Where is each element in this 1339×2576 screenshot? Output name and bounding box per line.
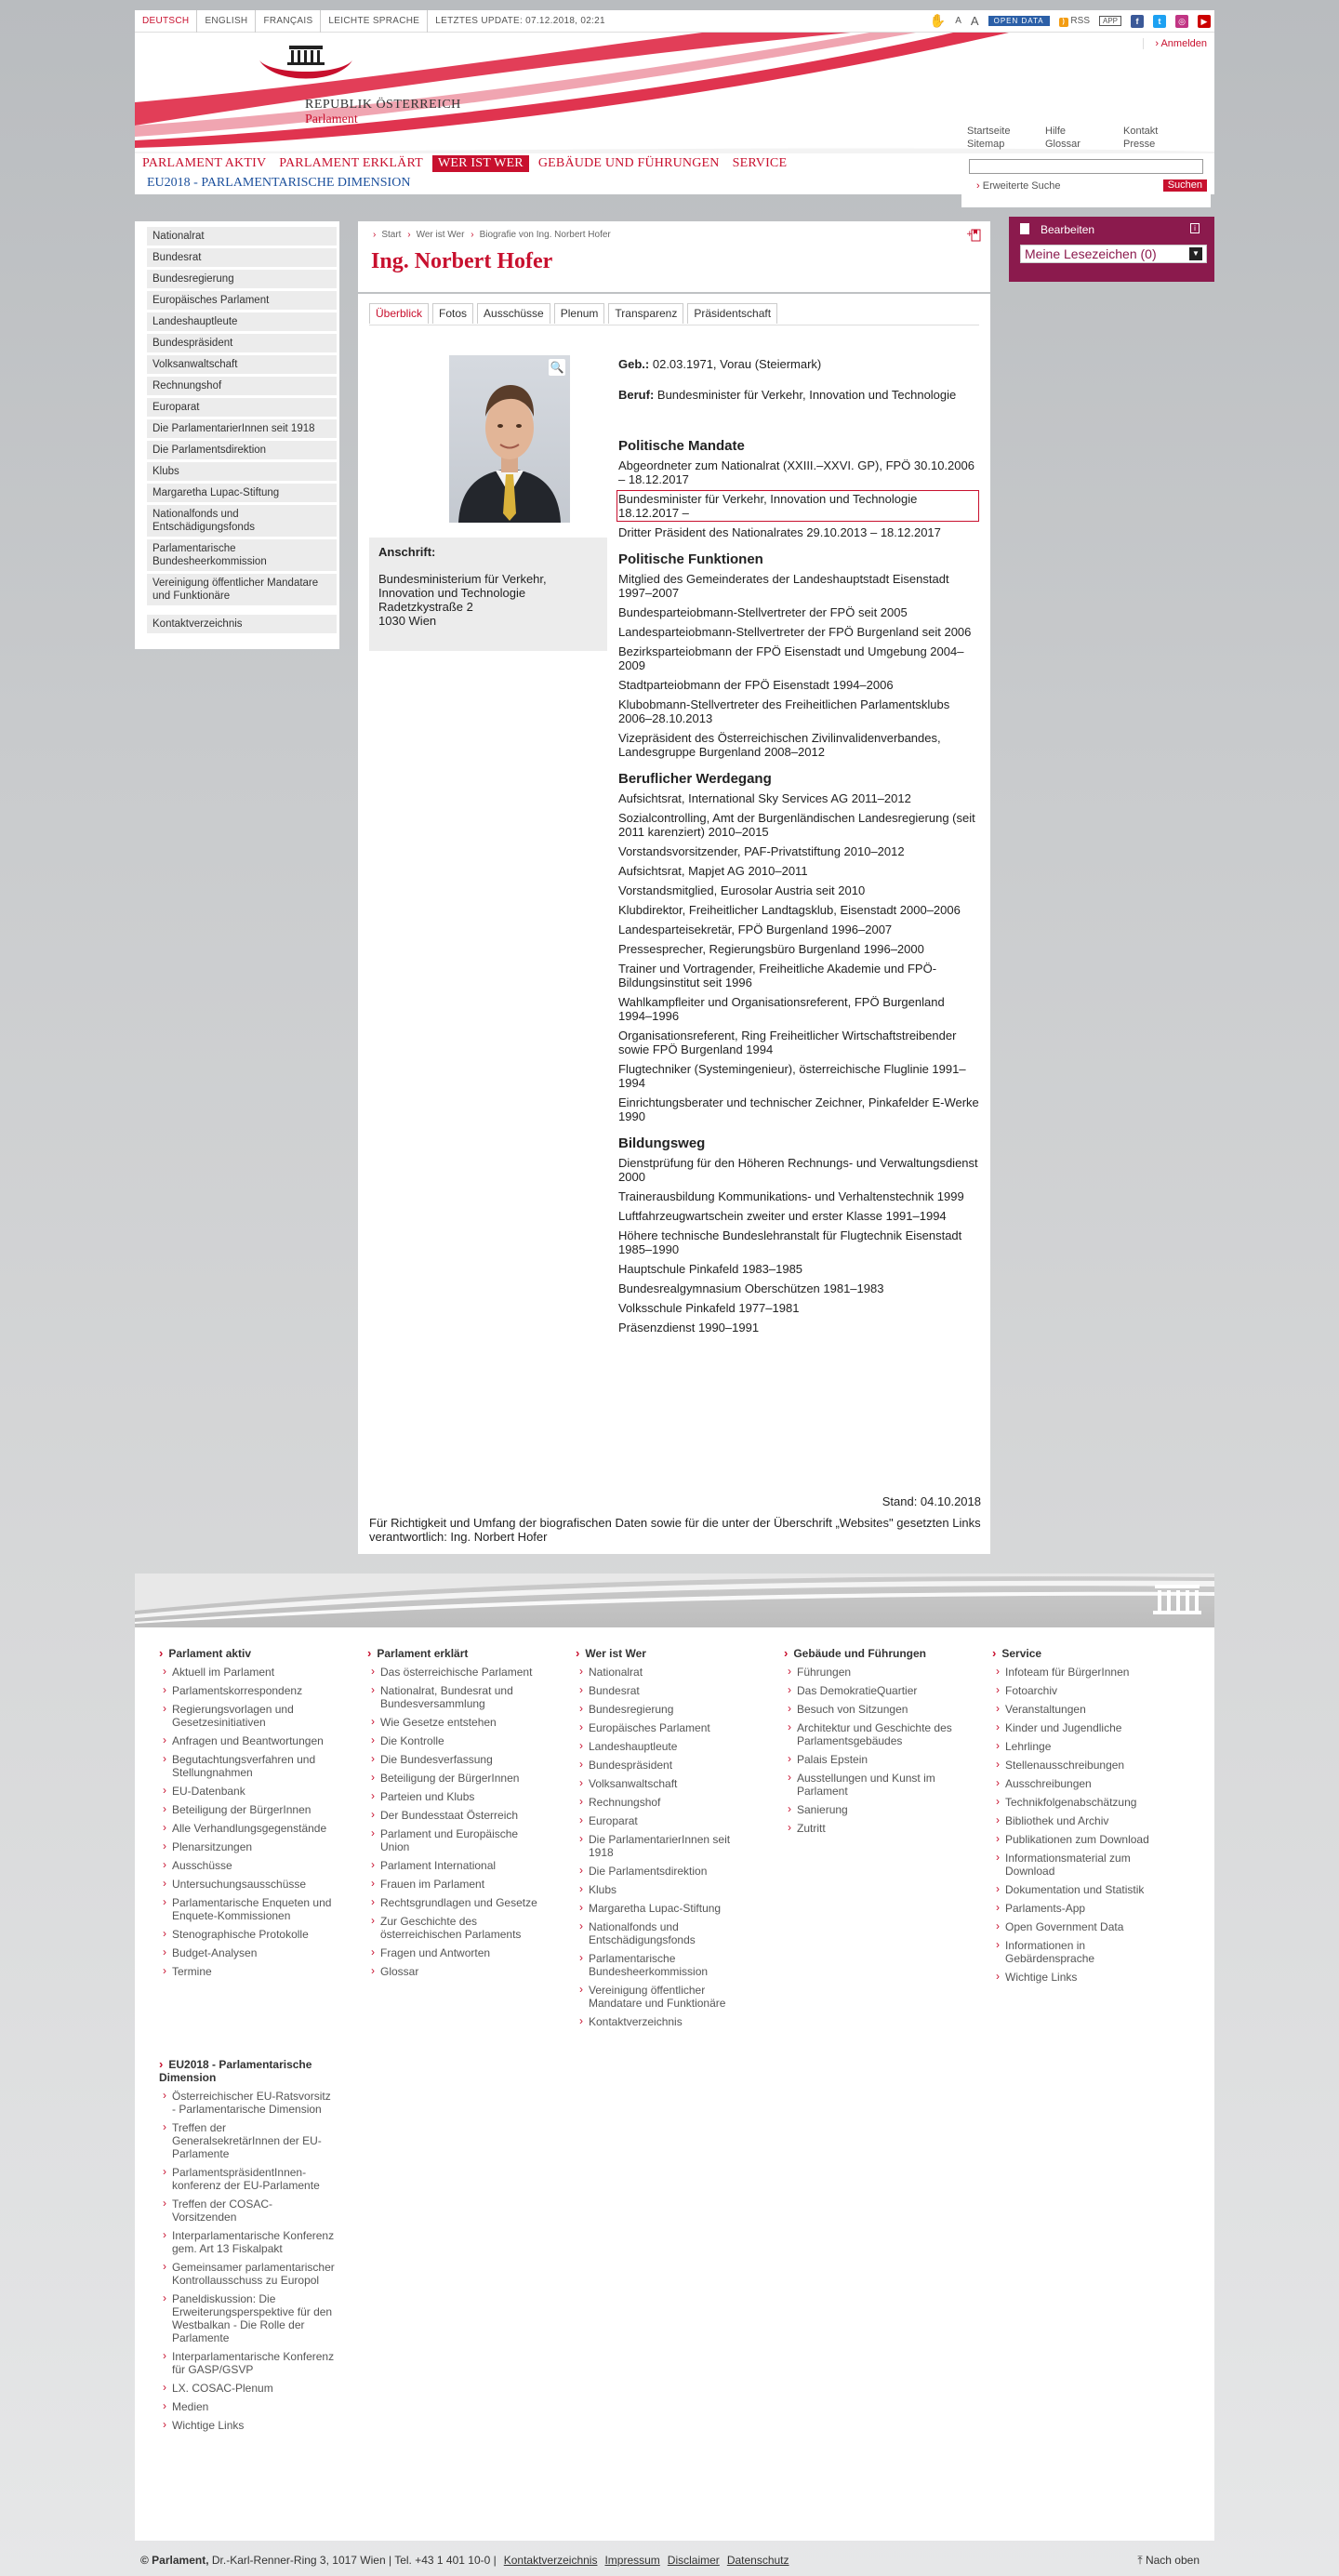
footer-link[interactable]: › Nationalrat (576, 1666, 752, 1679)
footer-link[interactable]: › Termine (159, 1965, 336, 1978)
career-entry: Sozialcontrolling, Amt der Burgenländischen Landesregierung (seit 2011 karenziert) 2010–2015 (618, 811, 975, 839)
education-entry: Luftfahrzeugwartschein zweiter und erster Klasse 1991–1994 (618, 1209, 947, 1223)
lang-deutsch[interactable]: DEUTSCH (135, 10, 197, 33)
portrait-photo[interactable] (449, 355, 570, 523)
lang-francais[interactable]: FRANÇAIS (256, 10, 321, 33)
footer-link[interactable]: › Wichtige Links (992, 1971, 1169, 1984)
footer-link-datenschutz[interactable]: Datenschutz (726, 2554, 789, 2567)
chevron-right-icon: › (407, 230, 411, 240)
career-entry: Wahlkampfleiter und Organisationsreferent, FPÖ Burgenland 1994–1996 (618, 995, 945, 1023)
nav-parlament-aktiv[interactable]: PARLAMENT AKTIV (142, 156, 267, 170)
nav-service[interactable]: SERVICE (732, 156, 788, 170)
nav-gebaeude-fuehrungen[interactable]: GEBÄUDE UND FÜHRUNGEN (537, 156, 720, 170)
footer-link[interactable]: › Volksanwaltschaft (576, 1777, 752, 1790)
footer-link[interactable]: › Ausschreibungen (992, 1777, 1169, 1790)
footer-link[interactable]: › Besuch von Sitzungen (784, 1703, 961, 1716)
footer-link[interactable]: › Infoteam für BürgerInnen (992, 1666, 1169, 1679)
career-entry: Organisationsreferent, Ring Freiheitlicher Wirtschaftstreibender sowie FPÖ Burgenland 1994 (618, 1029, 957, 1056)
footer-link[interactable]: › Klubs (576, 1883, 752, 1896)
quick-links (967, 126, 1201, 150)
sidebar-item-nationalrat[interactable]: Nationalrat (147, 227, 337, 246)
add-bookmark-icon[interactable] (966, 229, 981, 242)
footer-link-impressum[interactable]: Impressum (604, 2554, 660, 2567)
footer-link[interactable]: › Wie Gesetze entstehen (367, 1716, 544, 1729)
font-size-large-button[interactable]: A (970, 14, 979, 28)
bottom-bar (135, 2550, 1214, 2570)
footer-link[interactable]: › Ausstellungen und Kunst im Parlament (784, 1772, 961, 1798)
footer-link[interactable]: › Rechtsgrundlagen und Gesetze (367, 1896, 544, 1909)
login-label: Anmelden (1160, 38, 1207, 49)
parliament-logo[interactable] (256, 40, 358, 96)
footer-link[interactable]: › Glossar (367, 1965, 544, 1978)
footer-link[interactable]: › Sanierung (784, 1803, 961, 1816)
footer-link[interactable]: › Publikationen zum Download (992, 1833, 1169, 1846)
sign-language-icon[interactable]: ✋ (929, 13, 947, 28)
footer-link[interactable]: › Das österreichische Parlament (367, 1666, 544, 1679)
career-entry: Einrichtungsberater und technischer Zeichner, Pinkafelder E-Werke 1990 (618, 1095, 979, 1123)
chevron-right-icon: › (976, 179, 983, 192)
address-label: Anschrift: (378, 545, 436, 559)
chevron-right-icon: › (1155, 38, 1161, 49)
sidebar-item-kontaktverzeichnis[interactable]: Kontaktverzeichnis (147, 615, 337, 633)
tab-plenum[interactable]: Plenum (554, 303, 605, 324)
address-box (369, 538, 607, 651)
arrow-up-icon: ⤒ (1137, 2554, 1146, 2567)
footer-link[interactable]: › Zur Geschichte des österreichischen Parlaments (367, 1915, 544, 1941)
footer-link[interactable]: › Stenographische Protokolle (159, 1928, 336, 1941)
footer-link[interactable]: › Bundesregierung (576, 1703, 752, 1716)
function-entry: Mitglied des Gemeinderates der Landeshauptstadt Eisenstadt 1997–2007 (618, 572, 949, 600)
portrait-illustration (449, 355, 570, 523)
footer-link[interactable]: › Budget-Analysen (159, 1946, 336, 1959)
career-entry: Landesparteisekretär, FPÖ Burgenland 1996–2007 (618, 923, 893, 936)
nav-eu2018[interactable]: EU2018 - PARLAMENTARISCHE DIMENSION (147, 176, 411, 190)
footer-link[interactable]: › ParlamentspräsidentInnen-konferenz der EU-Parlamente (159, 2166, 336, 2192)
education-entry: Höhere technische Bundeslehranstalt für Flugtechnik Eisenstadt 1985–1990 (618, 1228, 962, 1256)
nav-wer-ist-wer[interactable]: WER IST WER (432, 155, 529, 172)
bookmark-select-value: Meine Lesezeichen (0) (1025, 246, 1157, 261)
footer-link[interactable]: › Treffen der COSAC-Vorsitzenden (159, 2198, 336, 2224)
bio-details (618, 357, 981, 1340)
svg-text:+: + (966, 230, 974, 239)
sidebar-item-landeshauptleute[interactable]: Landeshauptleute (147, 312, 337, 331)
footer-link[interactable]: › Parlament International (367, 1859, 544, 1872)
quicklink-glossar[interactable]: Glossar (1045, 139, 1080, 150)
footer-link[interactable]: › Bundesrat (576, 1684, 752, 1697)
profession-label: Beruf: (618, 388, 655, 402)
sidebar-item-europarat[interactable]: Europarat (147, 398, 337, 417)
chevron-down-icon: ▼ (1189, 247, 1202, 260)
quicklink-sitemap[interactable]: Sitemap (967, 139, 1005, 150)
footer-link[interactable]: › Interparlamentarische Konferenz gem. Art 13 Fiskalpakt (159, 2229, 336, 2255)
bookmark-icon (1020, 223, 1029, 234)
advanced-search-link[interactable] (976, 180, 1061, 192)
chevron-right-icon: › (373, 230, 377, 240)
tab-praesidentschaft[interactable]: Präsidentschaft (687, 303, 777, 324)
function-entry: Bundesparteiobmann-Stellvertreter der FPÖ seit 2005 (618, 605, 908, 619)
main-content (358, 294, 990, 1554)
sidebar-item-rechnungshof[interactable]: Rechnungshof (147, 377, 337, 395)
footer-link[interactable]: › Regierungsvorlagen und Gesetzesinitiativen (159, 1703, 336, 1729)
tab-ausschuesse[interactable]: Ausschüsse (477, 303, 550, 324)
footer-link[interactable]: › Ausschüsse (159, 1859, 336, 1872)
birth-value: 02.03.1971, Vorau (Steiermark) (652, 357, 822, 371)
rss-link[interactable] (1059, 16, 1090, 27)
parliament-building-icon (256, 40, 358, 96)
sidebar-item-parlamentarier-seit-1918[interactable]: Die ParlamentarierInnen seit 1918 (147, 419, 337, 438)
footer-heading[interactable]: › Parlament aktiv (159, 1646, 336, 1660)
site-header (135, 33, 1214, 153)
last-updated: Stand: 04.10.2018 (882, 1494, 981, 1508)
logo-line-2: Parlament (305, 113, 358, 126)
title-card (358, 221, 990, 292)
breadcrumb (358, 221, 990, 240)
site-footer (135, 1573, 1214, 2541)
footer-link[interactable]: › Frauen im Parlament (367, 1878, 544, 1891)
breadcrumb-wer-ist-wer[interactable]: Wer ist Wer (416, 230, 465, 240)
footer-link[interactable]: › Bundespräsident (576, 1759, 752, 1772)
career-entry: Flugtechniker (Systemingenieur), österreichische Fluglinie 1991–1994 (618, 1062, 966, 1090)
tab-ueberblick[interactable]: Überblick (369, 303, 429, 324)
footer-link[interactable]: › Dokumentation und Statistik (992, 1883, 1169, 1896)
quicklink-hilfe[interactable]: Hilfe (1045, 126, 1067, 137)
section-title-politische-mandate: Politische Mandate (618, 438, 745, 454)
footer-heading[interactable]: › Parlament erklärt (367, 1646, 544, 1660)
footer-link[interactable]: › Die Bundesverfassung (367, 1753, 544, 1766)
education-entry: Präsenzdienst 1990–1991 (618, 1321, 760, 1334)
page-title: Ing. Norbert Hofer (371, 249, 553, 273)
mandate-entry: Dritter Präsident des Nationalrates 29.10.2013 – 18.12.2017 (618, 525, 941, 539)
copyright: © Parlament, (140, 2554, 209, 2567)
search-box (961, 155, 1211, 207)
nav-parlament-erklaert[interactable]: PARLAMENT ERKLÄRT (279, 156, 423, 170)
footer-link[interactable]: › Die Kontrolle (367, 1734, 544, 1747)
sidebar-item-klubs[interactable]: Klubs (147, 462, 337, 481)
footer-link[interactable]: › Stellenausschreibungen (992, 1759, 1169, 1772)
footer-column-parlament-aktiv (159, 1646, 336, 1984)
career-entry: Klubdirektor, Freiheitlicher Landtagsklub, Eisenstadt 2000–2006 (618, 903, 961, 917)
footer-link[interactable]: › Informationsmaterial zum Download (992, 1852, 1169, 1878)
sidebar-item-parlamentsdirektion[interactable]: Die Parlamentsdirektion (147, 441, 337, 459)
font-size-small-button[interactable]: A (955, 16, 961, 26)
top-bar (135, 10, 1214, 33)
education-entry: Volksschule Pinkafeld 1977–1981 (618, 1301, 800, 1315)
sidebar-item-volksanwaltschaft[interactable]: Volksanwaltschaft (147, 355, 337, 374)
footer-link[interactable]: › Führungen (784, 1666, 961, 1679)
chevron-right-icon: › (471, 230, 474, 240)
footer-link-kontaktverzeichnis[interactable]: Kontaktverzeichnis (503, 2554, 598, 2567)
mandate-entry: Abgeordneter zum Nationalrat (XXIII.–XXVI. GP), FPÖ 30.10.2006 – 18.12.2017 (618, 458, 974, 486)
function-entry: Vizepräsident des Österreichischen Zivilinvalidenverbandes, Landesgruppe Burgenland 2008–2012 (618, 731, 941, 759)
tab-transparenz[interactable]: Transparenz (608, 303, 683, 324)
footer-link[interactable]: › Landeshauptleute (576, 1740, 752, 1753)
facebook-icon[interactable]: f (1131, 15, 1144, 28)
footer-link[interactable]: › Vereinigung öffentlicher Mandatare und Funktionäre (576, 1984, 752, 2010)
rss-icon: ) (1059, 18, 1068, 27)
footer-link[interactable]: › Nationalfonds und Entschädigungsfonds (576, 1920, 752, 1946)
footer-link[interactable]: › Europäisches Parlament (576, 1721, 752, 1734)
career-entry: Pressesprecher, Regierungsbüro Burgenland 1996–2000 (618, 942, 924, 956)
footer-column-wer-ist-wer (576, 1646, 752, 2034)
footer-banner (135, 1573, 1214, 1627)
breadcrumb-start[interactable]: Start (381, 230, 402, 240)
footer-link[interactable]: › Beteiligung der BürgerInnen (367, 1772, 544, 1785)
footer-link[interactable]: › Parteien und Klubs (367, 1790, 544, 1803)
zoom-icon[interactable]: 🔍 (550, 361, 564, 374)
instagram-icon[interactable]: ◎ (1175, 15, 1188, 28)
sidebar-item-vereinigung-mandatare[interactable]: Vereinigung öffentlicher Mandatare und Funktionäre (147, 574, 337, 605)
search-input[interactable] (969, 159, 1203, 174)
footer-link[interactable]: › Palais Epstein (784, 1753, 961, 1766)
footer-link[interactable]: › Fragen und Antworten (367, 1946, 544, 1959)
breadcrumb-current: Biografie von Ing. Norbert Hofer (479, 230, 611, 240)
footer-link[interactable]: › Architektur und Geschichte des Parlamentsgebäudes (784, 1721, 961, 1747)
address-line-1: Bundesministerium für Verkehr, Innovation und Technologie (378, 572, 547, 600)
education-entry: Dienstprüfung für den Höheren Rechnungs- und Verwaltungsdienst 2000 (618, 1156, 978, 1184)
career-entry: Trainer und Vortragender, Freiheitliche Akademie und FPÖ-Bildungsinstitut seit 1996 (618, 962, 937, 989)
app-link[interactable]: APP (1099, 16, 1121, 26)
footer-column-parlament-erklaert (367, 1646, 544, 1984)
function-entry: Bezirksparteiobmann der FPÖ Eisenstadt und Umgebung 2004–2009 (618, 644, 964, 672)
last-update: LETZTES UPDATE: 07.12.2018, 02:21 (435, 16, 605, 26)
sidebar-item-nationalfonds[interactable]: Nationalfonds und Entschädigungsfonds (147, 505, 337, 537)
bookmark-panel (1009, 217, 1214, 282)
footer-link[interactable]: › Kontaktverzeichnis (576, 2015, 752, 2028)
footer-column-service (992, 1646, 1169, 1989)
footer-link[interactable]: › Begutachtungsverfahren und Stellungnahmen (159, 1753, 336, 1779)
section-title-bildungsweg: Bildungsweg (618, 1135, 706, 1151)
tab-fotos[interactable]: Fotos (432, 303, 473, 324)
footer-link[interactable]: › Die ParlamentarierInnen seit 1918 (576, 1833, 752, 1859)
footer-link[interactable]: › Veranstaltungen (992, 1703, 1169, 1716)
login-link[interactable] (1143, 38, 1207, 49)
youtube-icon[interactable]: ▶ (1198, 15, 1211, 28)
footer-link[interactable]: › Plenarsitzungen (159, 1840, 336, 1853)
footer-link[interactable]: › Parlamentskorrespondenz (159, 1684, 336, 1697)
footer-link[interactable]: › Medien (159, 2400, 336, 2413)
lang-leichte-sprache[interactable]: LEICHTE SPRACHE (321, 10, 428, 33)
sidebar (135, 221, 339, 649)
education-entry: Hauptschule Pinkafeld 1983–1985 (618, 1262, 803, 1276)
footer-link[interactable]: › Die Parlamentsdirektion (576, 1865, 752, 1878)
bookmark-select[interactable] (1020, 245, 1207, 263)
section-title-beruflicher-werdegang: Beruflicher Werdegang (618, 771, 772, 787)
footer-link[interactable]: › Parlamentarische Enqueten und Enquete-Kommissionen (159, 1896, 336, 1922)
function-entry: Landesparteiobmann-Stellvertreter der FPÖ Burgenland seit 2006 (618, 625, 972, 639)
footer-link-disclaimer[interactable]: Disclaimer (667, 2554, 720, 2567)
advanced-search-label: Erweiterte Suche (982, 179, 1061, 192)
footer-link[interactable]: › Interparlamentarische Konferenz für GASP/GSVP (159, 2350, 336, 2376)
parliament-building-footer-icon (1149, 1581, 1205, 1618)
lang-english[interactable]: ENGLISH (197, 10, 256, 33)
footer-link[interactable]: › Gemeinsamer parlamentarischer Kontrollausschuss zu Europol (159, 2261, 336, 2287)
quicklink-kontakt[interactable]: Kontakt (1123, 126, 1159, 137)
section-title-politische-funktionen: Politische Funktionen (618, 551, 763, 567)
career-entry: Aufsichtsrat, Mapjet AG 2010–2011 (618, 864, 808, 878)
logo-line-1: REPUBLIK ÖSTERREICH (305, 98, 461, 112)
sidebar-item-europaeisches-parlament[interactable]: Europäisches Parlament (147, 291, 337, 310)
footer-link[interactable]: › Rechnungshof (576, 1796, 752, 1809)
footer-link[interactable]: › Anfragen und Beantwortungen (159, 1734, 336, 1747)
twitter-icon[interactable]: t (1153, 15, 1166, 28)
rss-label: RSS (1070, 15, 1090, 26)
footer-link[interactable]: › Das DemokratieQuartier (784, 1684, 961, 1697)
footer-link[interactable]: › Der Bundesstaat Österreich (367, 1809, 544, 1822)
info-icon[interactable]: i (1190, 223, 1200, 233)
search-button[interactable]: Suchen (1163, 179, 1207, 192)
education-entry: Trainerausbildung Kommunikations- und Verhaltenstechnik 1999 (618, 1189, 964, 1203)
mandate-entry-highlighted: Bundesminister für Verkehr, Innovation und Technologie 18.12.2017 – (618, 492, 977, 520)
quicklink-presse[interactable]: Presse (1123, 139, 1156, 150)
footer-link[interactable]: › Treffen der GeneralsekretärInnen der EU-Parlamente (159, 2121, 336, 2160)
footer-link[interactable]: › LX. COSAC-Plenum (159, 2382, 336, 2395)
profile-tabs (369, 303, 979, 325)
education-entry: Bundesrealgymnasium Oberschützen 1981–1983 (618, 1281, 884, 1295)
footer-link[interactable]: › Untersuchungsausschüsse (159, 1878, 336, 1891)
footer-link[interactable]: › Lehrlinge (992, 1740, 1169, 1753)
function-entry: Klubobmann-Stellvertreter des Freiheitlichen Parlamentsklubs 2006–28.10.2013 (618, 697, 950, 725)
footer-link[interactable]: › Technikfolgenabschätzung (992, 1796, 1169, 1809)
footer-link[interactable]: › Aktuell im Parlament (159, 1666, 336, 1679)
footer-column-gebaeude (784, 1646, 961, 1840)
footer-link[interactable]: › Europarat (576, 1814, 752, 1827)
quicklink-startseite[interactable]: Startseite (967, 126, 1011, 137)
contact-address: Dr.-Karl-Renner-Ring 3, 1017 Wien | Tel. +43 1 401 10-0 | (211, 2554, 497, 2567)
footer-link[interactable]: › Paneldiskussion: Die Erweiterungsperspektive für den Westbalkan - Die Rolle der Parlamente (159, 2292, 336, 2344)
footer-heading[interactable]: › EU2018 - Parlamentarische Dimension (159, 2057, 336, 2084)
sidebar-item-lupac-stiftung[interactable]: Margaretha Lupac-Stiftung (147, 484, 337, 502)
footer-link[interactable]: › Parlament und Europäische Union (367, 1827, 544, 1853)
sidebar-item-bundesrat[interactable]: Bundesrat (147, 248, 337, 267)
footer-heading[interactable]: › Service (992, 1646, 1169, 1660)
footer-link[interactable]: › Informationen in Gebärdensprache (992, 1939, 1169, 1965)
footer-link[interactable]: › Margaretha Lupac-Stiftung (576, 1902, 752, 1915)
sidebar-item-bundesheerkommission[interactable]: Parlamentarische Bundesheerkommission (147, 539, 337, 571)
career-entry: Aufsichtsrat, International Sky Services AG 2011–2012 (618, 791, 911, 805)
topbar-tools (930, 13, 1214, 29)
birth-label: Geb.: (618, 357, 650, 371)
profession-info (618, 388, 981, 402)
footer-link[interactable]: › Open Government Data (992, 1920, 1169, 1933)
career-entry: Vorstandsvorsitzender, PAF-Privatstiftung 2010–2012 (618, 844, 905, 858)
open-data-link[interactable]: OPEN DATA (988, 16, 1050, 26)
back-to-top-label: Nach oben (1145, 2554, 1200, 2567)
footer-link[interactable]: › EU-Datenbank (159, 1785, 336, 1798)
birth-info (618, 357, 981, 371)
responsibility-note: Für Richtigkeit und Umfang der biografischen Daten sowie für die unter der Überschrift „Websites" gesetzten Links verantwortlich: Ing. Norbert Hofer (369, 1516, 981, 1544)
footer-link[interactable]: › Parlaments-App (992, 1902, 1169, 1915)
address-line-2: Radetzkystraße 2 (378, 600, 473, 614)
footer-link[interactable]: › Bibliothek und Archiv (992, 1814, 1169, 1827)
sidebar-item-bundesregierung[interactable]: Bundesregierung (147, 270, 337, 288)
footer-heading[interactable]: › Gebäude und Führungen (784, 1646, 961, 1660)
footer-link[interactable]: › Kinder und Jugendliche (992, 1721, 1169, 1734)
footer-link[interactable]: › Alle Verhandlungsgegenstände (159, 1822, 336, 1835)
footer-heading[interactable]: › Wer ist Wer (576, 1646, 752, 1660)
function-entry: Stadtparteiobmann der FPÖ Eisenstadt 1994–2006 (618, 678, 894, 692)
footer-column-eu2018 (159, 2057, 336, 2437)
footer-swoosh-graphic (135, 1573, 1214, 1627)
footer-link[interactable]: › Fotoarchiv (992, 1684, 1169, 1697)
footer-link[interactable]: › Wichtige Links (159, 2419, 336, 2432)
footer-link[interactable]: › Österreichischer EU-Ratsvorsitz - Parlamentarische Dimension (159, 2090, 336, 2116)
page-container (135, 10, 1214, 1544)
back-to-top-link[interactable] (1137, 2554, 1200, 2568)
bookmark-header[interactable] (1009, 217, 1214, 239)
footer-link[interactable]: › Beteiligung der BürgerInnen (159, 1803, 336, 1816)
sidebar-item-bundespraesident[interactable]: Bundespräsident (147, 334, 337, 352)
logo-text[interactable] (305, 98, 461, 127)
address-line-3: 1030 Wien (378, 614, 437, 628)
career-entry: Vorstandsmitglied, Eurosolar Austria seit 2010 (618, 883, 866, 897)
footer-link[interactable]: › Nationalrat, Bundesrat und Bundesversammlung (367, 1684, 544, 1710)
bookmark-edit-label: Bearbeiten (1041, 223, 1095, 236)
profession-value: Bundesminister für Verkehr, Innovation und Technologie (656, 388, 957, 402)
footer-link[interactable]: › Parlamentarische Bundesheerkommission (576, 1952, 752, 1978)
footer-link[interactable]: › Zutritt (784, 1822, 961, 1835)
